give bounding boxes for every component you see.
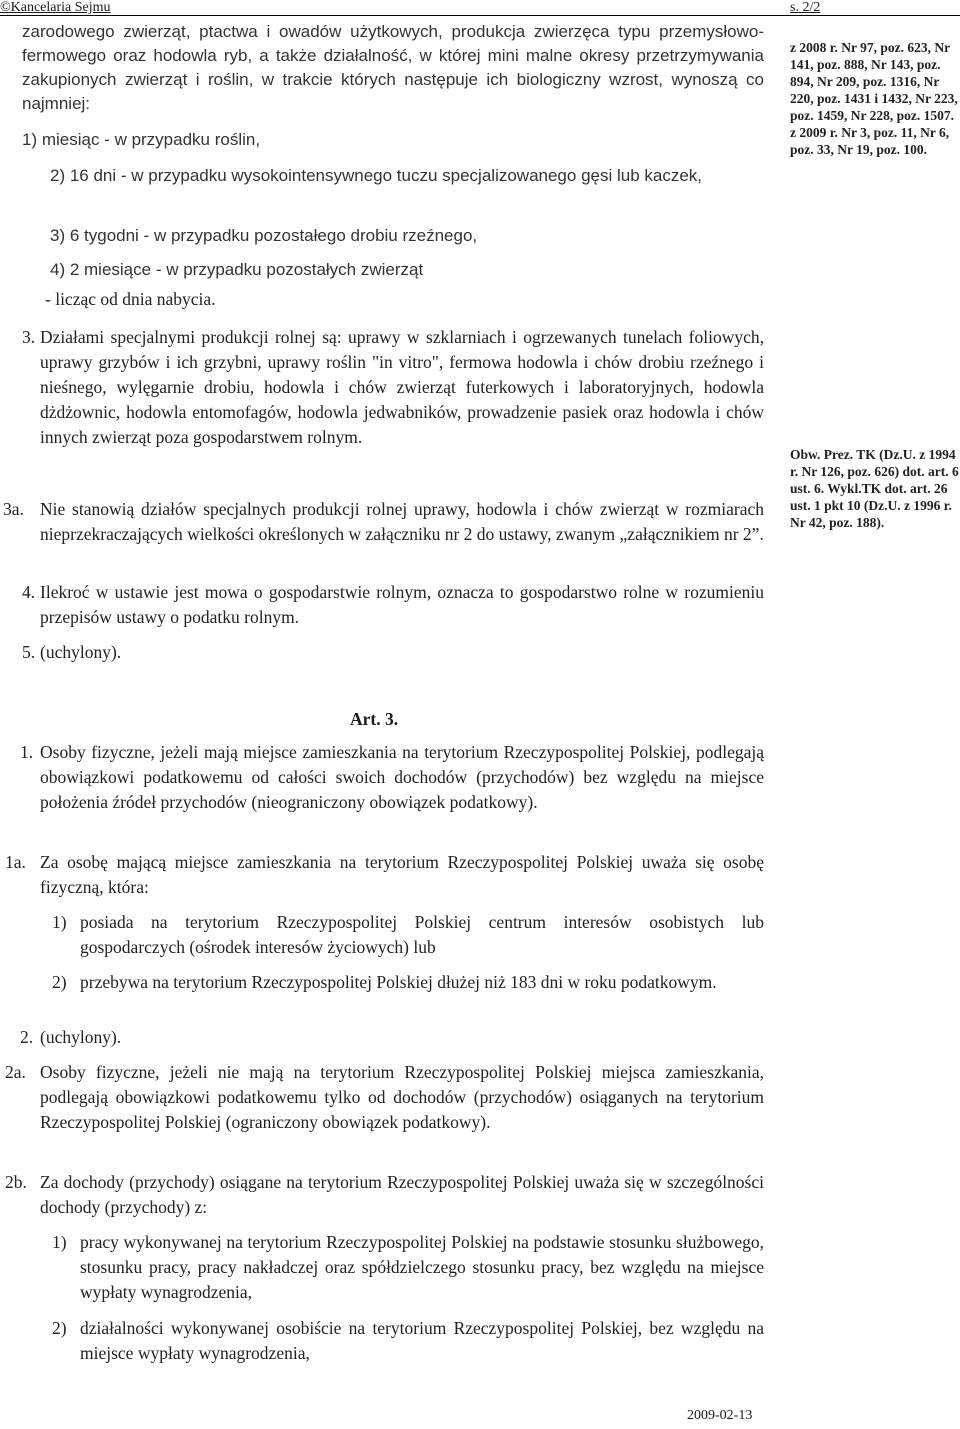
footer-date: 2009-02-13 <box>687 1408 753 1423</box>
paragraph-1a-text: Za osobę mającą miejsce zamieszkania na terytorium Rzeczypospolitej Polskiej uważa się osobę fizyczną, która: <box>40 852 764 897</box>
list-item-text: posiada na terytorium Rzeczypospolitej Polskiej centrum interesów osobistych lub gospodarczych (ośrodek interesów życiowych) lub <box>80 912 764 957</box>
list-item-text: pracy wykonywanej na terytorium Rzeczypospolitej Polskiej na podstawie stosunku służbowego, stosunku pracy, pracy nakładczej oraz spółdzielczego stosunku pracy, bez względu na miejsce wypłaty wynagrodzenia, <box>80 1232 764 1302</box>
list-number: 1) <box>52 1232 67 1252</box>
list-item: 3) 6 tygodni - w przypadku pozostałego drobiu rzeźnego, <box>50 226 478 245</box>
paragraph-1-text: Osoby fizyczne, jeżeli mają miejsce zamieszkania na terytorium Rzeczypospolitej Polskiej, podlegają obowiązkowi podatkowemu od całości swoich dochodów (przychodów) bez względu na miejsce położenia źródeł przychodów (nieograniczony obowiązek podatkowy). <box>40 742 764 812</box>
sidenote-tk: Obw. Prez. TK (Dz.U. z 1994 r. Nr 126, poz. 626) dot. art. 6 ust. 6. Wykl.TK dot. art. 26 ust. 1 pkt 10 (Dz.U. z 1996 r. Nr 42, poz. 188). <box>790 447 959 530</box>
list-item: 1) miesiąc - w przypadku roślin, <box>22 130 261 149</box>
list-item-text: przebywa na terytorium Rzeczypospolitej Polskiej dłużej niż 183 dni w roku podatkowym. <box>80 972 717 992</box>
list-number: 1) <box>52 912 67 932</box>
sidenote-amendments: z 2008 r. Nr 97, poz. 623, Nr 141, poz. 888, Nr 143, poz. 894, Nr 209, poz. 1316, Nr 220, poz. 1431 i 1432, Nr 223, poz. 1459, Nr 228, poz. 1507. z 2009 r. Nr 3, poz. 11, Nr 6, poz. 33, Nr 19, poz. 100. <box>790 40 958 157</box>
publisher-label: ©Kancelaria Sejmu <box>0 0 111 15</box>
section-3a-text: Nie stanowią działów specjalnych produkcji rolnej uprawy, hodowla i chów zwierząt w rozmiarach nieprzekraczających wielkości określonych w załączniku nr 2 do ustawy, zwanym „załącznikiem nr 2”. <box>40 499 764 544</box>
section-number: 3. <box>22 327 36 347</box>
list-number: 2) <box>52 1318 67 1338</box>
list-item: 2) 16 dni - w przypadku wysokointensywnego tuczu specjalizowanego gęsi lub kaczek, <box>50 166 703 185</box>
paragraph-number: 1. <box>20 742 34 762</box>
paragraph-number: 2b. <box>5 1172 27 1192</box>
section-5-text: (uchylony). <box>40 642 122 662</box>
page-number: s. 2/2 <box>790 0 821 15</box>
section-3-text: Działami specjalnymi produkcji rolnej są: uprawy w szklarniach i ogrzewanych tunelach foliowych, uprawy grzybów i ich grzybni, uprawy roślin "in vitro", fermowa hodowla i chów drobiu rzeźnego i nieśnego, wylęgarnie drobiu, hodowla i chów zwierząt futerkowych i laboratoryjnych, hodowla dżdżownic, hodowla entomofagów, hodowla jedwabników, prowadzenie pasiek oraz hodowla i chów innych zwierząt poza gospodarstwem rolnym. <box>40 327 764 447</box>
paragraph-2-text: (uchylony). <box>40 1027 122 1047</box>
paragraph-2a-text: Osoby fizyczne, jeżeli nie mają na terytorium Rzeczypospolitej Polskiej miejsca zamieszkania, podlegają obowiązkowi podatkowemu tylko od dochodów (przychodów) osiąganych na terytorium Rzeczypospolitej Polskiej (ograniczony obowiązek podatkowy). <box>40 1062 764 1132</box>
section-number: 5. <box>22 642 36 662</box>
section-number: 3a. <box>3 499 24 519</box>
section-4-text: Ilekroć w ustawie jest mowa o gospodarstwie rolnym, oznacza to gospodarstwo rolne w rozumieniu przepisów ustawy o podatku rolnym. <box>40 582 764 627</box>
closing-line: - licząc od dnia nabycia. <box>45 289 216 309</box>
list-item: 4) 2 miesiące - w przypadku pozostałych zwierząt <box>50 260 424 279</box>
page-header <box>0 0 960 15</box>
paragraph-number: 2. <box>20 1027 34 1047</box>
section-number: 4. <box>22 582 36 602</box>
article-title: Art. 3. <box>350 709 399 729</box>
continuation-paragraph: zarodowego zwierząt, ptactwa i owadów użytkowych, produkcja zwierzęca typu przemysłowo-fermowego oraz hodowla ryb, a także działalność, w której mini malne okresy przetrzymywania zakupionych zwierząt i roślin, w trakcie których następuje ich biologiczny wzrost, wynoszą co najmniej: <box>22 22 764 113</box>
list-item-text: działalności wykonywanej osobiście na terytorium Rzeczypospolitej Polskiej, bez względu na miejsce wypłaty wynagrodzenia, <box>80 1318 764 1363</box>
paragraph-number: 1a. <box>5 852 26 872</box>
paragraph-2b-text: Za dochody (przychody) osiągane na terytorium Rzeczypospolitej Polskiej uważa się w szczególności dochody (przychody) z: <box>40 1172 764 1217</box>
list-number: 2) <box>52 972 67 992</box>
header-rule <box>0 15 960 16</box>
paragraph-number: 2a. <box>5 1062 26 1082</box>
